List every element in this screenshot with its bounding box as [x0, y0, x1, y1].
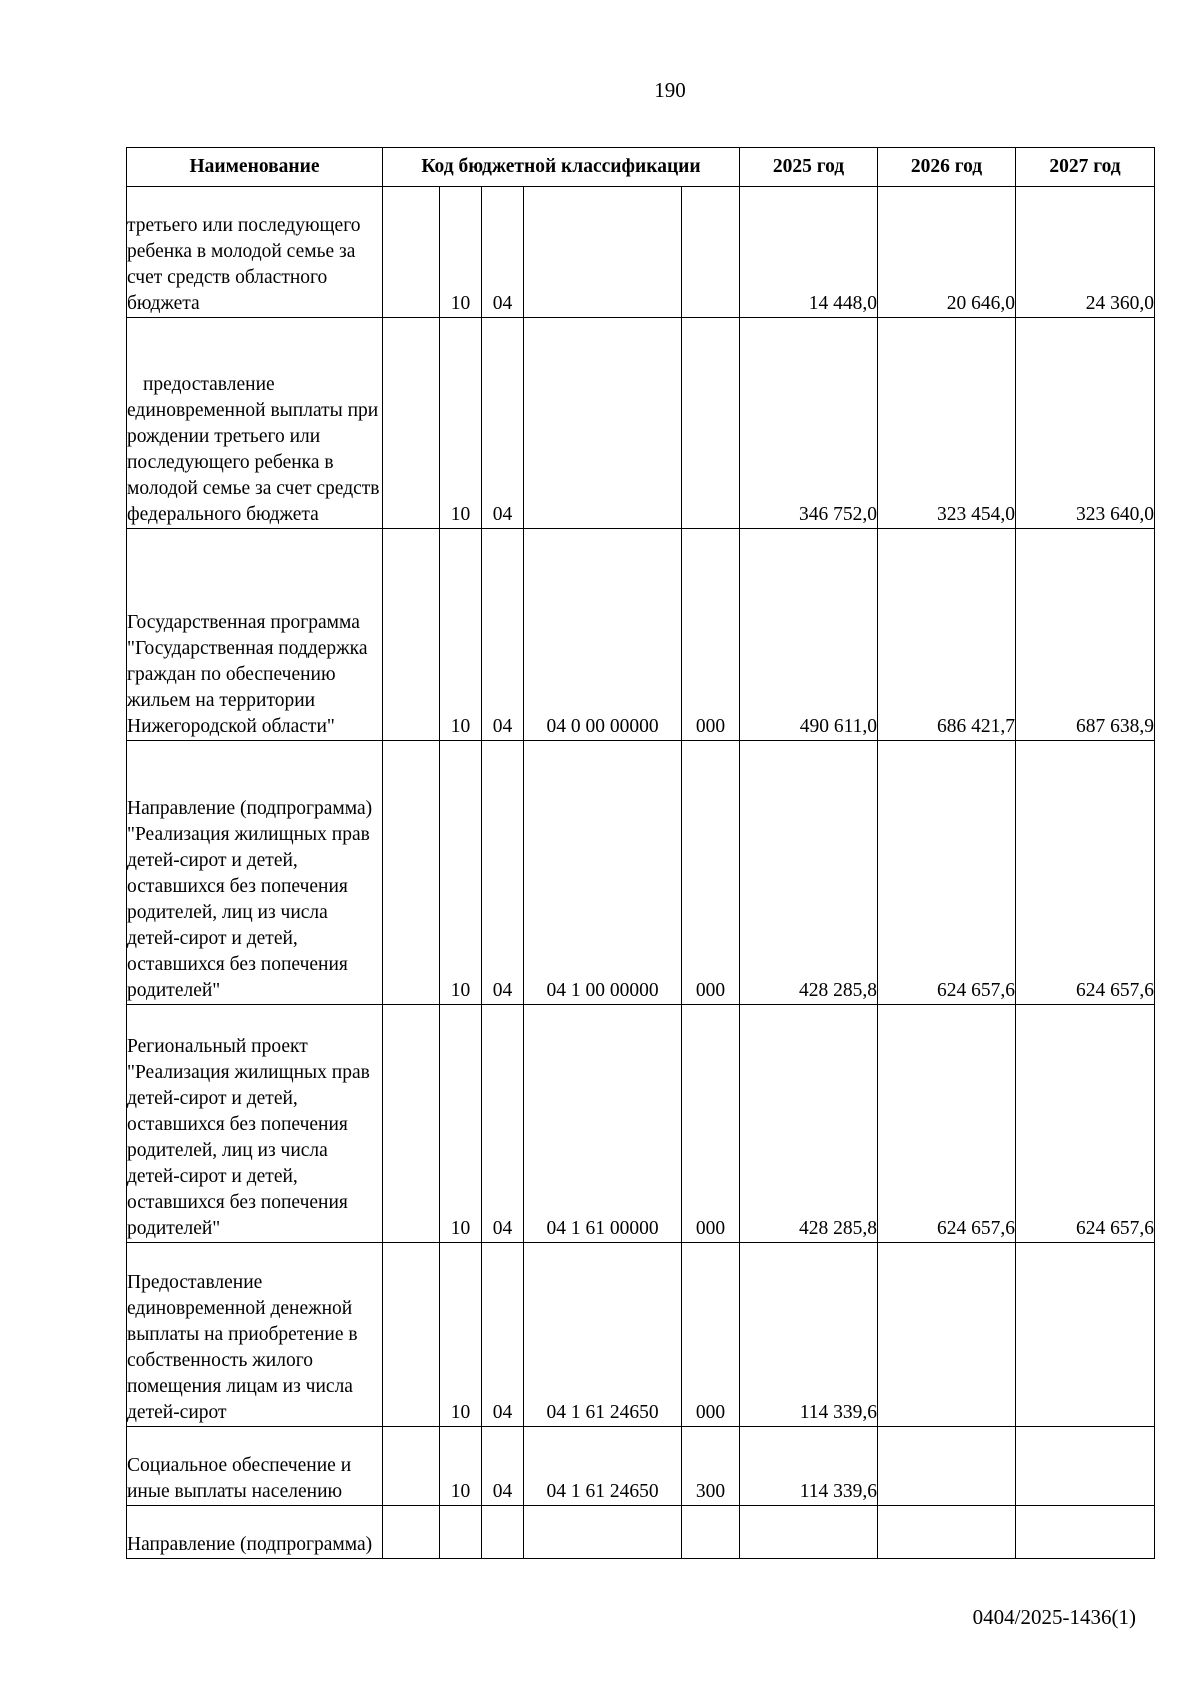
row-2027 [1016, 1506, 1155, 1559]
row-pr: 04 [482, 318, 524, 529]
header-2027: 2027 год [1016, 148, 1155, 187]
table-row [127, 1427, 1155, 1506]
row-pr [482, 1506, 524, 1559]
row-2025: 490 611,0 [740, 529, 878, 741]
row-2027: 24 360,0 [1016, 187, 1155, 318]
row-csr: 04 1 61 24650 [524, 1243, 682, 1427]
row-2027: 687 638,9 [1016, 529, 1155, 741]
row-name: Региональный проект "Реализация жилищных прав детей-сирот и детей, оставшихся без попечения родителей, лиц из числа детей-сирот и детей, оставшихся без попечения родителей" [127, 1005, 383, 1243]
budget-table [126, 147, 1155, 1559]
row-vr [682, 318, 740, 529]
row-ved [383, 529, 440, 741]
row-2027: 624 657,6 [1016, 1005, 1155, 1243]
row-rz: 10 [440, 1243, 482, 1427]
row-pr: 04 [482, 187, 524, 318]
row-ved [383, 1506, 440, 1559]
row-vr: 000 [682, 529, 740, 741]
row-vr: 000 [682, 741, 740, 1005]
row-2027: 624 657,6 [1016, 741, 1155, 1005]
row-ved [383, 1005, 440, 1243]
row-csr [524, 318, 682, 529]
row-rz: 10 [440, 318, 482, 529]
header-name: Наименование [127, 148, 383, 187]
row-rz: 10 [440, 187, 482, 318]
header-2025: 2025 год [740, 148, 878, 187]
row-2027: 323 640,0 [1016, 318, 1155, 529]
row-csr: 04 1 61 00000 [524, 1005, 682, 1243]
row-vr [682, 187, 740, 318]
row-name: Направление (подпрограмма) "Реализация жилищных прав детей-сирот и детей, оставшихся без попечения родителей, лиц из числа детей-сирот и детей, оставшихся без попечения родителей" [127, 741, 383, 1005]
table-row [127, 1243, 1155, 1427]
row-ved [383, 741, 440, 1005]
page-number: 190 [654, 78, 686, 102]
row-2025: 14 448,0 [740, 187, 878, 318]
row-2025 [740, 1506, 878, 1559]
row-pr: 04 [482, 529, 524, 741]
row-csr: 04 0 00 00000 [524, 529, 682, 741]
row-2026: 20 646,0 [878, 187, 1016, 318]
row-name: Направление (подпрограмма) [127, 1506, 383, 1559]
row-2026: 323 454,0 [878, 318, 1016, 529]
row-2025: 114 339,6 [740, 1427, 878, 1506]
row-2026: 624 657,6 [878, 1005, 1016, 1243]
row-name: предоставление единовременной выплаты при рождении третьего или последующего ребенка в молодой семье за счет средств федерального бюджета [127, 318, 383, 529]
table-row [127, 1005, 1155, 1243]
table-row [127, 187, 1155, 318]
header-2026: 2026 год [878, 148, 1016, 187]
row-2027 [1016, 1427, 1155, 1506]
document-code: 0404/2025-1436(1) [972, 1605, 1136, 1629]
row-rz: 10 [440, 529, 482, 741]
row-ved [383, 1243, 440, 1427]
row-vr: 300 [682, 1427, 740, 1506]
row-rz: 10 [440, 741, 482, 1005]
row-2025: 428 285,8 [740, 741, 878, 1005]
row-rz: 10 [440, 1005, 482, 1243]
row-ved [383, 318, 440, 529]
row-csr [524, 1506, 682, 1559]
row-csr [524, 187, 682, 318]
table-row [127, 1506, 1155, 1559]
row-pr: 04 [482, 741, 524, 1005]
row-vr [682, 1506, 740, 1559]
row-name: третьего или последующего ребенка в молодой семье за счет средств областного бюджета [127, 187, 383, 318]
row-2027 [1016, 1243, 1155, 1427]
row-pr: 04 [482, 1243, 524, 1427]
row-rz [440, 1506, 482, 1559]
row-name: Предоставление единовременной денежной выплаты на приобретение в собственность жилого помещения лицам из числа детей-сирот [127, 1243, 383, 1427]
row-2025: 428 285,8 [740, 1005, 878, 1243]
row-csr: 04 1 00 00000 [524, 741, 682, 1005]
row-vr: 000 [682, 1243, 740, 1427]
row-2026 [878, 1243, 1016, 1427]
row-name: Государственная программа "Государственная поддержка граждан по обеспечению жильем на территории Нижегородской области" [127, 529, 383, 741]
header-code: Код бюджетной классификации [383, 148, 740, 187]
table-header-row [127, 148, 1155, 187]
row-vr: 000 [682, 1005, 740, 1243]
row-2026 [878, 1427, 1016, 1506]
row-csr: 04 1 61 24650 [524, 1427, 682, 1506]
row-ved [383, 1427, 440, 1506]
row-2026: 686 421,7 [878, 529, 1016, 741]
row-rz: 10 [440, 1427, 482, 1506]
row-2025: 114 339,6 [740, 1243, 878, 1427]
table-row [127, 741, 1155, 1005]
row-2026 [878, 1506, 1016, 1559]
row-pr: 04 [482, 1427, 524, 1506]
row-name: Социальное обеспечение и иные выплаты населению [127, 1427, 383, 1506]
row-pr: 04 [482, 1005, 524, 1243]
row-2026: 624 657,6 [878, 741, 1016, 1005]
table-row [127, 318, 1155, 529]
table-row [127, 529, 1155, 741]
row-2025: 346 752,0 [740, 318, 878, 529]
row-ved [383, 187, 440, 318]
